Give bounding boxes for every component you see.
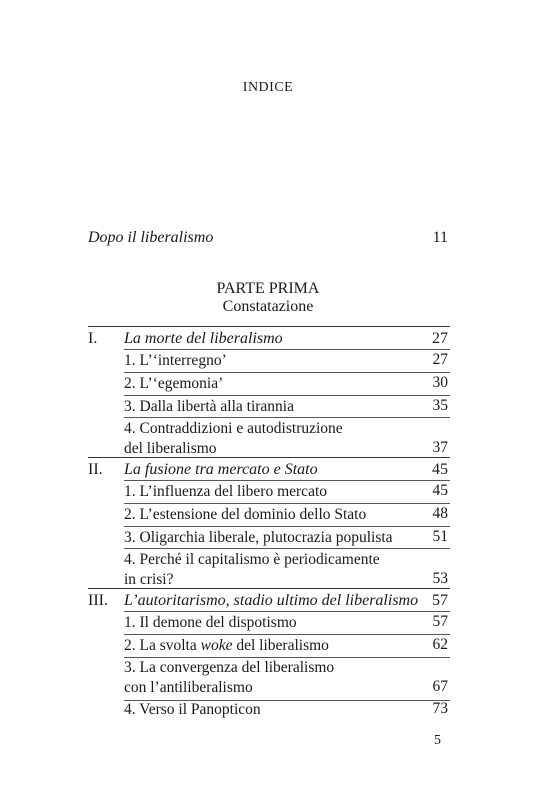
chapter-numeral: II.	[88, 461, 103, 478]
toc-section[interactable]	[124, 374, 450, 394]
section-title: 2. L’‘egemonia’	[124, 375, 224, 392]
section-page: 37	[432, 439, 448, 456]
section-title: 3. Oligarchia liberale, plutocrazia populista	[124, 529, 393, 546]
chapter-heading[interactable]	[88, 461, 450, 481]
divider	[124, 548, 450, 549]
toc-section[interactable]	[124, 658, 450, 698]
chapter-title: La morte del liberalismo	[124, 330, 283, 347]
toc-section[interactable]	[124, 419, 450, 459]
section-page: 67	[432, 678, 448, 695]
section-page: 30	[432, 374, 448, 391]
toc-section[interactable]	[124, 505, 450, 525]
divider	[124, 503, 450, 504]
divider	[88, 326, 450, 327]
toc-section[interactable]	[124, 528, 450, 548]
section-title: 2. La svolta woke del liberalismo	[124, 637, 329, 654]
toc-section[interactable]	[124, 700, 450, 720]
part-title: PARTE PRIMA	[216, 280, 320, 297]
chapter-numeral: III.	[88, 592, 108, 609]
chapter-numeral: I.	[88, 330, 98, 347]
section-page: 27	[432, 351, 448, 368]
toc-section[interactable]	[124, 351, 450, 371]
chapter-page: 27	[432, 330, 448, 347]
section-page: 35	[432, 397, 448, 414]
divider	[124, 611, 450, 612]
divider	[88, 588, 450, 589]
divider	[124, 634, 450, 635]
page-number: 5	[434, 733, 441, 748]
chapter-page: 57	[432, 592, 448, 609]
section-page: 48	[432, 505, 448, 522]
section-title: 3. La convergenza del liberalismo con l’antiliberalismo	[124, 659, 335, 696]
section-title: 1. Il demone del dispotismo	[124, 614, 297, 631]
divider	[124, 395, 450, 396]
entry-page: 11	[432, 229, 448, 246]
divider	[124, 372, 450, 373]
section-title: 4. Contraddizioni e autodistruzione del liberalismo	[124, 420, 343, 457]
section-page: 53	[432, 570, 448, 587]
section-title: 4. Verso il Panopticon	[124, 701, 261, 718]
toc-section[interactable]	[124, 397, 450, 417]
section-page: 45	[432, 482, 448, 499]
entry-title: Dopo il liberalismo	[88, 229, 214, 246]
section-page: 73	[432, 700, 448, 717]
section-page: 51	[432, 528, 448, 545]
section-title: 1. L’influenza del libero mercato	[124, 483, 327, 500]
toc-entry-intro[interactable]	[88, 229, 448, 247]
chapter-title: L’autoritarismo, stadio ultimo del liberalismo	[124, 592, 419, 609]
divider	[124, 480, 450, 481]
section-title: 3. Dalla libertà alla tirannia	[124, 398, 294, 415]
divider	[88, 457, 450, 458]
divider	[124, 417, 450, 418]
section-title: 4. Perché il capitalismo è periodicamente in crisi?	[124, 551, 380, 588]
toc-section[interactable]	[124, 613, 450, 633]
section-title: 1. L’‘interregno’	[124, 352, 227, 369]
chapter-heading[interactable]	[88, 592, 450, 612]
divider	[124, 349, 450, 350]
page-title: INDICE	[242, 80, 294, 95]
section-page: 57	[432, 613, 448, 630]
section-page: 62	[432, 636, 448, 653]
section-title: 2. L’estensione del dominio dello Stato	[124, 506, 367, 523]
chapter-page: 45	[432, 461, 448, 478]
part-subtitle: Constatazione	[222, 298, 314, 315]
chapter-title: La fusione tra mercato e Stato	[124, 461, 318, 478]
chapter-heading[interactable]	[88, 330, 450, 350]
toc-section[interactable]	[124, 636, 450, 656]
divider	[124, 526, 450, 527]
toc-section[interactable]	[124, 550, 450, 590]
toc-section[interactable]	[124, 482, 450, 502]
